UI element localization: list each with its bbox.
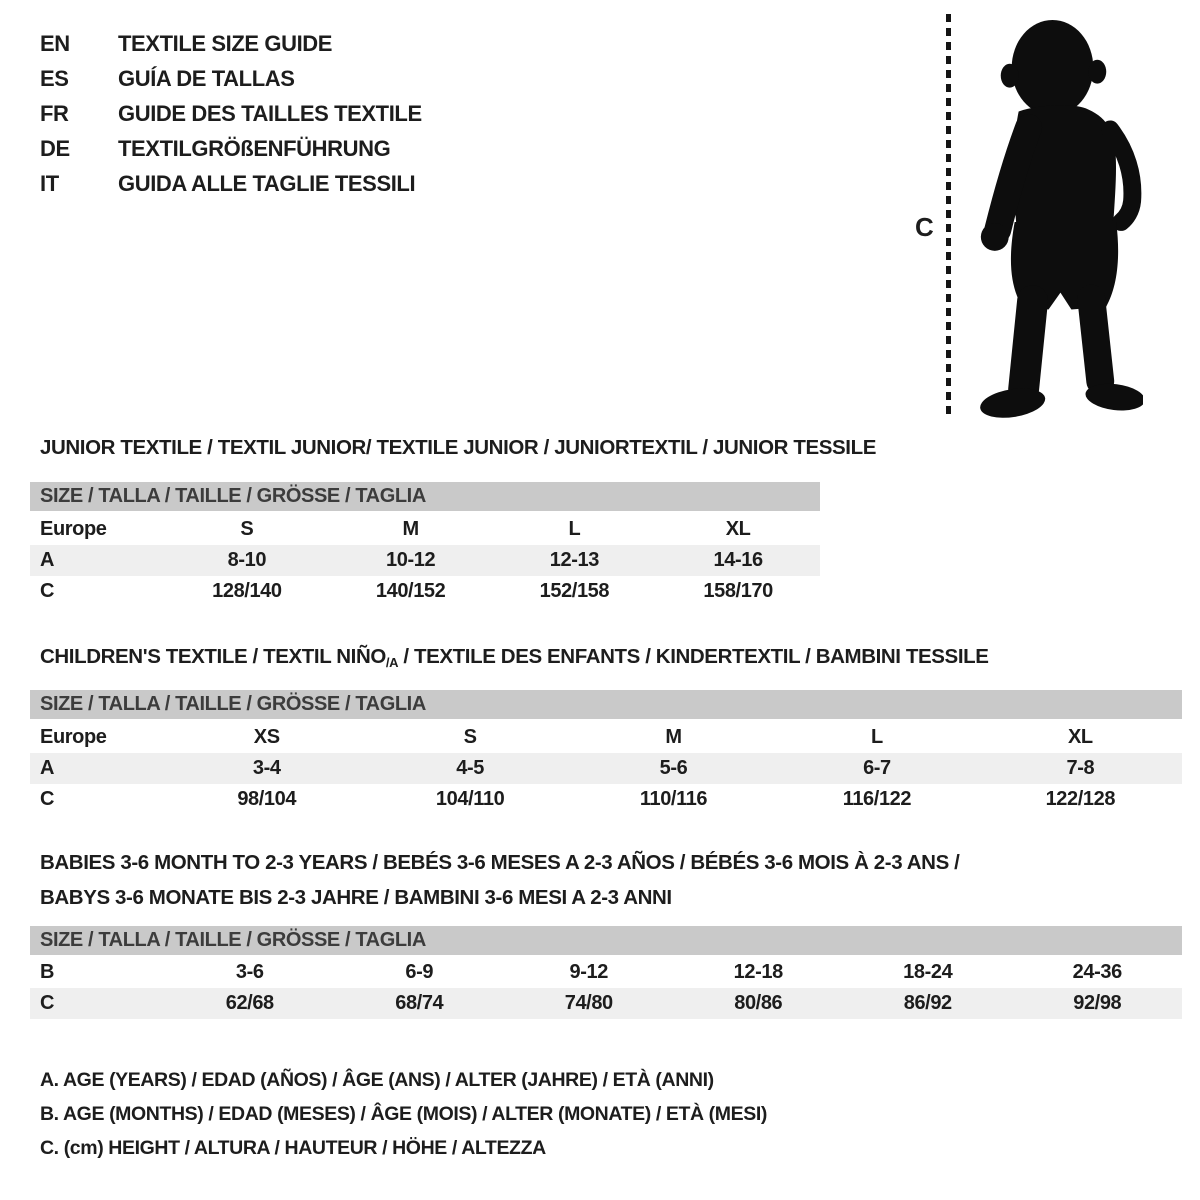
toddler-silhouette-icon: [958, 10, 1143, 423]
size-cell: L: [568, 518, 581, 540]
guide-title-es: GUÍA DE TALLAS: [118, 66, 295, 91]
height-cell: 74/80: [564, 992, 613, 1014]
height-cell: 110/116: [639, 788, 708, 810]
height-cell: 158/170: [703, 580, 773, 602]
height-cell: 104/110: [435, 788, 505, 810]
children-size-table: [30, 690, 1182, 815]
children-section-title-rest: / TEXTILE DES ENFANTS / KINDERTEXTIL / BAMBINI TESSILE: [398, 645, 989, 668]
junior-size-table-header: SIZE / TALLA / TAILLE / GRÖSSE / TAGLIA: [30, 482, 820, 511]
measurement-legend: [40, 1063, 767, 1165]
height-cell: 86/92: [903, 992, 952, 1014]
height-measure-figure: [0, 0, 1200, 430]
height-cell: 116/122: [842, 788, 912, 810]
height-cell: 152/158: [539, 580, 610, 602]
row-label: A: [40, 757, 55, 779]
children-section-title: [40, 645, 989, 670]
row-label: C: [40, 788, 55, 810]
babies-row-height: [30, 988, 1182, 1019]
age-cell: 12-13: [549, 549, 599, 571]
height-cell: 92/98: [1073, 992, 1122, 1014]
height-cell: 80/86: [734, 992, 783, 1014]
babies-row-months: [30, 957, 1182, 988]
guide-title-fr: GUIDE DES TAILLES TEXTILE: [118, 101, 422, 126]
row-label: Europe: [40, 518, 107, 540]
height-cell: 98/104: [237, 788, 297, 810]
junior-row-age: [30, 545, 820, 576]
legend-height-cm: C. (cm) HEIGHT / ALTURA / HAUTEUR / HÖHE / ALTEZZA: [40, 1137, 546, 1159]
size-cell: M: [402, 518, 419, 540]
height-cell: 128/140: [212, 580, 282, 602]
babies-section-title-line2: BABYS 3-6 MONATE BIS 2-3 JAHRE / BAMBINI 3-6 MESI A 2-3 ANNI: [40, 886, 672, 909]
guide-title-de: TEXTILGRÖßENFÜHRUNG: [118, 136, 391, 161]
language-code-it: IT: [40, 171, 59, 196]
row-label: C: [40, 992, 55, 1014]
size-cell: M: [665, 726, 682, 748]
age-cell: 14-16: [713, 549, 763, 571]
babies-section-title-line1: BABIES 3-6 MONTH TO 2-3 YEARS / BEBÉS 3-6 MESES A 2-3 AÑOS / BÉBÉS 3-6 MOIS À 2-3 ANS /: [40, 851, 960, 874]
junior-row-europe: [30, 514, 820, 545]
row-label: A: [40, 549, 55, 571]
legend-age-years: A. AGE (YEARS) / EDAD (AÑOS) / ÂGE (ANS) / ALTER (JAHRE) / ETÀ (ANNI): [40, 1069, 714, 1091]
language-code-en: EN: [40, 31, 70, 56]
children-row-height: [30, 784, 1182, 815]
height-cell: 122/128: [1045, 788, 1116, 810]
junior-section-title-text: JUNIOR TEXTILE / TEXTIL JUNIOR/ TEXTILE JUNIOR / JUNIORTEXTIL / JUNIOR TESSILE: [40, 436, 876, 459]
age-cell: 7-8: [1066, 757, 1095, 779]
size-cell: L: [871, 726, 883, 748]
height-dashed-line: [946, 14, 951, 418]
months-cell: 6-9: [405, 961, 434, 983]
junior-size-table: [30, 482, 820, 607]
age-cell: 8-10: [227, 549, 267, 571]
junior-row-height: [30, 576, 820, 607]
age-cell: 5-6: [659, 757, 688, 779]
row-label: C: [40, 580, 55, 602]
babies-size-table: [30, 926, 1182, 1019]
months-cell: 18-24: [903, 961, 953, 983]
babies-section-title: [40, 845, 959, 915]
age-cell: 10-12: [386, 549, 436, 571]
babies-size-table-header: SIZE / TALLA / TAILLE / GRÖSSE / TAGLIA: [30, 926, 1182, 955]
children-section-title-main: CHILDREN'S TEXTILE / TEXTIL NIÑO: [40, 645, 386, 668]
row-label: B: [40, 961, 55, 983]
children-size-table-header: SIZE / TALLA / TAILLE / GRÖSSE / TAGLIA: [30, 690, 1182, 719]
height-cell: 140/152: [375, 580, 446, 602]
size-cell: S: [240, 518, 254, 540]
language-code-fr: FR: [40, 101, 69, 126]
months-cell: 9-12: [569, 961, 608, 983]
months-cell: 24-36: [1072, 961, 1122, 983]
children-row-age: [30, 753, 1182, 784]
guide-title-it: GUIDA ALLE TAGLIE TESSILI: [118, 171, 416, 196]
age-cell: 4-5: [456, 757, 484, 779]
height-measure-label: C: [915, 212, 934, 242]
guide-title-en: TEXTILE SIZE GUIDE: [118, 31, 333, 56]
size-cell: XS: [253, 726, 280, 748]
children-section-title-subscript: /A: [385, 655, 399, 670]
height-cell: 62/68: [225, 992, 274, 1014]
size-cell: XL: [1067, 726, 1093, 748]
language-code-de: DE: [40, 136, 70, 161]
language-code-es: ES: [40, 66, 69, 91]
row-label: Europe: [40, 726, 107, 748]
legend-age-months: B. AGE (MONTHS) / EDAD (MESES) / ÂGE (MOIS) / ALTER (MONATE) / ETÀ (MESI): [40, 1103, 767, 1125]
height-cell: 68/74: [395, 992, 444, 1014]
size-cell: XL: [725, 518, 751, 540]
children-row-europe: [30, 722, 1182, 753]
age-cell: 6-7: [863, 757, 891, 779]
age-cell: 3-4: [252, 757, 281, 779]
size-cell: S: [463, 726, 477, 748]
months-cell: 3-6: [235, 961, 264, 983]
months-cell: 12-18: [733, 961, 783, 983]
junior-section-title: [40, 436, 876, 460]
